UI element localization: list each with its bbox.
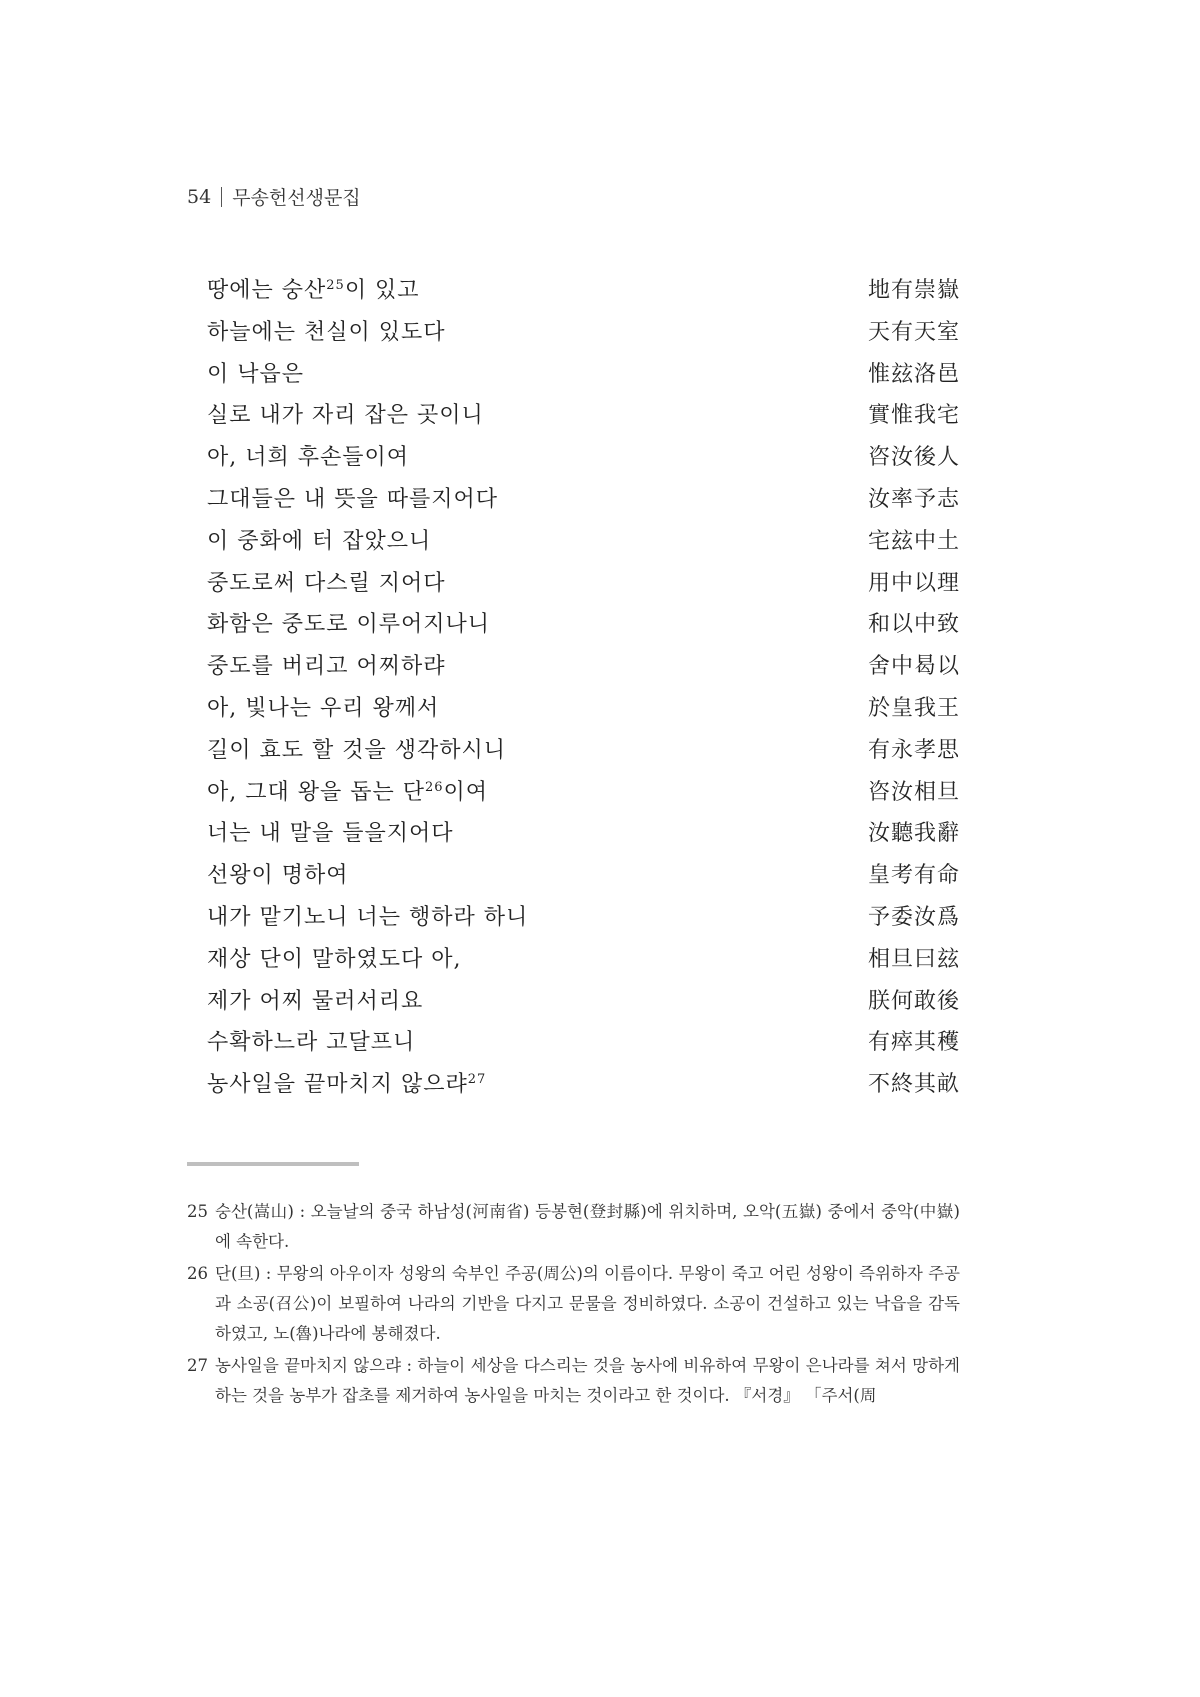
poem-line — [207, 984, 960, 1026]
poem-line — [207, 273, 960, 315]
korean-text: 농사일을 끝마치지 않으랴 — [207, 1072, 468, 1098]
korean-text: 화함은 중도로 이루어지나니 — [207, 612, 491, 638]
running-header — [187, 183, 361, 210]
hanja-original: 和以中致 — [867, 612, 960, 638]
korean-text: 제가 어찌 물러서리요 — [207, 988, 424, 1014]
poem-line — [207, 1025, 960, 1067]
footnote-number: 25 — [187, 1202, 208, 1221]
hanja-original: 汝率予志 — [867, 486, 960, 512]
hanja-original: 有永孝思 — [867, 737, 960, 763]
poem-line — [207, 440, 960, 482]
poem-line — [207, 775, 960, 817]
footnote-text: 단(旦) : 무왕의 아우이자 성왕의 숙부인 주공(周公)의 이름이다. 무왕이 죽고 어린 성왕이 즉위하자 주공과 소공(召公)이 보필하여 나라의 기반을 다지고 문물을 정비하였다. 소공이 건설하고 있는 낙읍을 감독하였고, 노(魯)나라에 봉해졌다. — [215, 1264, 960, 1343]
korean-text: 수확하느라 고달프니 — [207, 1030, 416, 1056]
korean-translation — [207, 942, 462, 973]
poem-line — [207, 733, 960, 775]
poem-line — [207, 1067, 960, 1109]
hanja-original: 咨汝後人 — [867, 445, 960, 471]
footnote-rule — [187, 1162, 359, 1166]
poem-line — [207, 691, 960, 733]
poem-line — [207, 816, 960, 858]
korean-text-continued: 이여 — [443, 779, 489, 805]
korean-translation — [207, 1025, 415, 1056]
footnote-ref: 25 — [326, 278, 345, 293]
footnote — [187, 1259, 960, 1349]
korean-translation — [207, 775, 488, 806]
poem-line — [207, 942, 960, 984]
korean-text: 실로 내가 자리 잡은 곳이니 — [207, 403, 484, 429]
hanja-original: 不終其畝 — [867, 1072, 960, 1098]
hanja-original: 予委汝爲 — [867, 904, 960, 930]
korean-translation — [207, 607, 490, 638]
hanja-original: 咨汝相旦 — [867, 779, 960, 805]
korean-translation — [207, 524, 431, 555]
korean-translation — [207, 273, 420, 304]
korean-text: 아, 너희 후손들이여 — [207, 445, 409, 471]
hanja-original: 用中以理 — [867, 570, 960, 596]
korean-translation — [207, 440, 409, 471]
korean-text: 땅에는 숭산 — [207, 278, 327, 303]
poem-line — [207, 482, 960, 524]
hanja-original: 汝聽我辭 — [867, 821, 960, 847]
korean-text: 중도로써 다스릴 지어다 — [207, 570, 446, 596]
korean-translation — [207, 984, 423, 1015]
poem — [207, 273, 960, 1109]
poem-line — [207, 315, 960, 357]
korean-text: 너는 내 말을 들을지어다 — [207, 821, 454, 847]
korean-translation — [207, 733, 506, 764]
hanja-original: 宅玆中土 — [867, 528, 960, 554]
korean-text: 아, 빛나는 우리 왕께서 — [207, 695, 440, 721]
hanja-original: 天有天室 — [867, 319, 960, 345]
poem-line — [207, 566, 960, 608]
korean-translation — [207, 1067, 486, 1098]
poem-line — [207, 357, 960, 399]
korean-text: 이 중화에 터 잡았으니 — [207, 528, 432, 554]
hanja-original: 有瘁其穫 — [867, 1030, 960, 1056]
poem-line — [207, 900, 960, 942]
korean-text: 하늘에는 천실이 있도다 — [207, 319, 446, 345]
korean-text: 재상 단이 말하였도다 아, — [207, 946, 462, 972]
footnote-number: 26 — [187, 1264, 208, 1283]
hanja-original: 舍中曷以 — [867, 654, 960, 680]
korean-text: 아, 그대 왕을 돕는 단 — [207, 779, 425, 805]
korean-translation — [207, 816, 454, 847]
hanja-original: 惟玆洛邑 — [867, 361, 960, 387]
hanja-original: 實惟我宅 — [867, 403, 960, 429]
poem-line — [207, 649, 960, 691]
poem-line — [207, 858, 960, 900]
hanja-original: 皇考有命 — [867, 863, 960, 889]
footnote-text: 농사일을 끝마치지 않으랴 : 하늘이 세상을 다스리는 것을 농사에 비유하여 무왕이 은나라를 쳐서 망하게 하는 것을 농부가 잡초를 제거하여 농사일을 마치는 것이라고 한 것이다. 『서경』 「주서(周 — [215, 1356, 960, 1405]
hanja-original: 朕何敢後 — [867, 988, 960, 1014]
korean-translation — [207, 649, 446, 680]
footnotes — [187, 1197, 960, 1413]
korean-text: 선왕이 명하여 — [207, 863, 349, 889]
footnote — [187, 1351, 960, 1411]
footnote-ref: 26 — [424, 779, 444, 795]
korean-text-continued: 이 있고 — [344, 278, 420, 303]
page-number: 54 — [187, 185, 212, 208]
hanja-original: 地有崇嶽 — [867, 278, 960, 303]
header-divider — [221, 187, 222, 207]
poem-line — [207, 607, 960, 649]
korean-translation — [207, 691, 439, 722]
korean-translation — [207, 315, 446, 346]
korean-translation — [207, 566, 446, 597]
hanja-original: 於皇我王 — [867, 695, 960, 721]
korean-text: 중도를 버리고 어찌하랴 — [207, 654, 446, 680]
footnote — [187, 1197, 960, 1257]
korean-text: 내가 맡기노니 너는 행하라 하니 — [207, 904, 529, 930]
korean-translation — [207, 900, 528, 931]
hanja-original: 相旦曰玆 — [867, 946, 960, 972]
poem-line — [207, 398, 960, 440]
korean-translation — [207, 357, 304, 388]
korean-translation — [207, 858, 349, 889]
footnote-number: 27 — [187, 1356, 208, 1375]
footnote-text: 숭산(嵩山) : 오늘날의 중국 하남성(河南省) 등봉현(登封縣)에 위치하며, 오악(五嶽) 중에서 중악(中嶽)에 속한다. — [215, 1202, 960, 1251]
korean-text: 그대들은 내 뜻을 따를지어다 — [207, 486, 499, 512]
korean-text: 이 낙읍은 — [207, 361, 305, 387]
korean-translation — [207, 482, 498, 513]
footnote-ref: 27 — [467, 1072, 487, 1088]
korean-translation — [207, 398, 484, 429]
poem-line — [207, 524, 960, 566]
korean-text: 길이 효도 할 것을 생각하시니 — [207, 737, 506, 763]
book-title: 무송헌선생문집 — [232, 187, 361, 209]
